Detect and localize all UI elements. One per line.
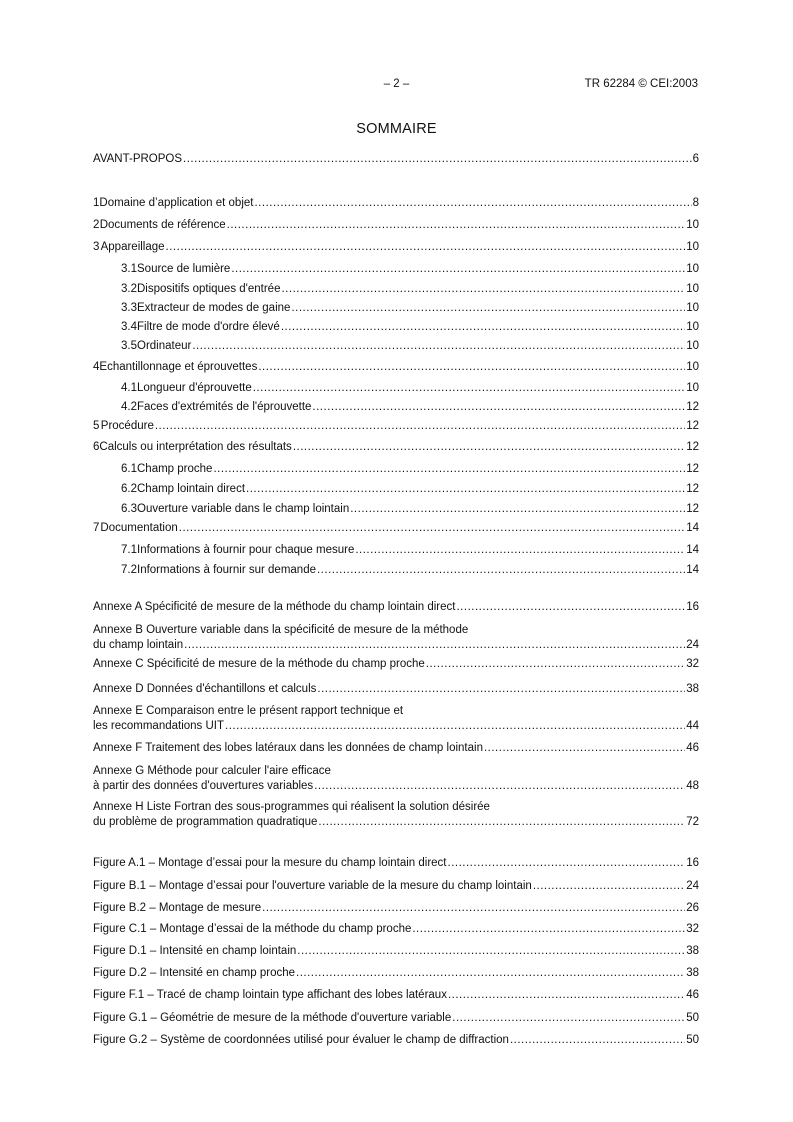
toc-number: 3.3: [121, 302, 137, 314]
toc-page: 12: [686, 420, 699, 432]
toc-row: [93, 816, 699, 829]
toc-row: [121, 483, 699, 496]
toc-number: 7.2: [121, 564, 137, 576]
toc-annex-first-line: Annexe H Liste Fortran des sous-programmes qui réalisent la solution désirée: [93, 801, 490, 813]
toc-leader: [318, 816, 685, 829]
toc-label: du champ lointain: [93, 639, 184, 651]
toc-row: [121, 401, 699, 414]
toc-leader: [246, 483, 685, 496]
toc-page: 10: [686, 263, 699, 275]
toc-page: 24: [686, 639, 699, 651]
toc-leader: [293, 441, 685, 454]
toc-row: [93, 720, 699, 733]
toc-section: [93, 420, 699, 433]
toc-label: Documents de référence: [99, 219, 226, 231]
toc-leader: [227, 219, 686, 232]
toc-leader: [166, 241, 686, 254]
toc-page: 10: [686, 361, 699, 373]
toc-label: Annexe A Spécificité de mesure de la méthode du champ lointain direct: [93, 601, 456, 613]
toc-figure: [93, 945, 699, 958]
toc-row: [93, 219, 699, 232]
toc-page: 46: [686, 989, 699, 1001]
toc-leader: [296, 967, 685, 980]
toc-label: Documentation: [100, 522, 178, 534]
toc-row: [121, 463, 699, 476]
toc-annex-first-line: Annexe G Méthode pour calculer l'aire efficace: [93, 765, 331, 777]
toc-row: [93, 923, 699, 936]
toc-row: [121, 263, 699, 276]
toc-row: [93, 601, 699, 614]
toc-annex: [93, 742, 699, 755]
page-number: – 2 –: [383, 78, 410, 90]
toc-page: 38: [686, 967, 699, 979]
toc-section: [93, 197, 699, 210]
toc-label: Dispositifs optiques d'entrée: [137, 283, 281, 295]
toc-row: [121, 544, 699, 557]
toc-row: [121, 340, 699, 353]
toc-number: 6.3: [121, 503, 137, 515]
toc-label: à partir des données d'ouvertures variables: [93, 780, 314, 792]
toc-subsection: [93, 463, 699, 476]
toc-subsection: [93, 283, 699, 296]
toc-leader: [456, 601, 685, 614]
toc-page: 48: [686, 780, 699, 792]
toc-leader: [297, 945, 685, 958]
toc-label: Annexe D Données d'échantillons et calculs: [93, 683, 317, 695]
toc-page: 10: [686, 321, 699, 333]
toc-foreword: [93, 153, 699, 166]
toc-page: 32: [686, 658, 699, 670]
toc-label: Figure D.1 – Intensité en champ lointain: [93, 945, 297, 957]
toc-leader: [452, 1012, 685, 1025]
toc-section: [93, 522, 699, 535]
toc-leader: [484, 742, 685, 755]
toc-label: Figure C.1 – Montage d’essai de la méthode du champ proche: [93, 923, 412, 935]
toc-label: Champ proche: [137, 463, 213, 475]
toc-leader: [510, 1034, 685, 1047]
toc-leader: [412, 923, 685, 936]
toc-row: [121, 503, 699, 516]
toc-page: 10: [686, 340, 699, 352]
toc-page: 10: [686, 302, 699, 314]
toc-subsection: [93, 321, 699, 334]
toc-row: [93, 945, 699, 958]
toc-number: 3.5: [121, 340, 137, 352]
toc-leader: [184, 639, 685, 652]
toc-page: 50: [686, 1012, 699, 1024]
toc-row: [93, 1034, 699, 1047]
toc-page: 6: [692, 153, 699, 165]
toc-number: 4: [93, 361, 100, 373]
toc-page: 14: [686, 544, 699, 556]
toc-annex: [93, 816, 699, 829]
toc-annex: [93, 720, 699, 733]
toc-figure: [93, 857, 699, 870]
toc-page: 38: [686, 683, 699, 695]
toc-row: [121, 302, 699, 315]
toc-label: Figure F.1 – Tracé de champ lointain type affichant des lobes latéraux: [93, 989, 447, 1001]
toc-page: 10: [686, 382, 699, 394]
toc-leader: [533, 880, 685, 893]
toc-number: 6.1: [121, 463, 137, 475]
toc-leader: [254, 197, 691, 210]
toc-page: 14: [686, 522, 699, 534]
toc-subsection: [93, 483, 699, 496]
toc-leader: [183, 153, 692, 166]
toc-number: 7.1: [121, 544, 137, 556]
toc-label: Informations à fournir sur demande: [137, 564, 316, 576]
toc-annex-first-line: Annexe E Comparaison entre le présent rapport technique et: [93, 705, 404, 717]
toc-number: 4.2: [121, 401, 137, 413]
toc-subsection: [93, 564, 699, 577]
toc-leader: [225, 720, 685, 733]
toc-row: [93, 441, 699, 454]
toc-label: Faces d'extrémités de l'éprouvette: [137, 401, 312, 413]
toc-row: [93, 361, 699, 374]
toc-number: 4.1: [121, 382, 137, 394]
toc-figure: [93, 1034, 699, 1047]
toc-page: 14: [686, 564, 699, 576]
toc-leader: [155, 420, 685, 433]
toc-number: 5: [93, 420, 100, 432]
page-title: SOMMAIRE: [356, 121, 437, 137]
toc-label: Source de lumière: [137, 263, 231, 275]
toc-section: [93, 219, 699, 232]
toc-row: [121, 382, 699, 395]
toc-page: 50: [686, 1034, 699, 1046]
toc-subsection: [93, 382, 699, 395]
toc-label: Figure B.1 – Montage d’essai pour l'ouverture variable de la mesure du champ lointain: [93, 880, 532, 892]
toc-row: [121, 321, 699, 334]
toc-page: 38: [686, 945, 699, 957]
toc-label: Procédure: [100, 420, 154, 432]
toc-leader: [213, 463, 685, 476]
toc-label: les recommandations UIT: [93, 720, 225, 732]
toc-subsection: [93, 263, 699, 276]
toc-label: Figure G.1 – Géométrie de mesure de la méthode d'ouverture variable: [93, 1012, 452, 1024]
toc-number: 3.1: [121, 263, 137, 275]
toc-leader: [262, 902, 685, 915]
toc-leader: [253, 382, 685, 395]
toc-page: 12: [686, 401, 699, 413]
toc-label: Appareillage: [100, 241, 165, 253]
toc-page: 24: [686, 880, 699, 892]
toc-row: [93, 658, 699, 671]
toc-label: Ouverture variable dans le champ lointain: [137, 503, 350, 515]
toc-leader: [291, 302, 685, 315]
toc-number: 2: [93, 219, 100, 231]
toc-label: Informations à fournir pour chaque mesure: [137, 544, 355, 556]
toc-label: Figure G.2 – Système de coordonnées utilisé pour évaluer le champ de diffraction: [93, 1034, 509, 1046]
toc-row: [93, 967, 699, 980]
toc-row: [93, 197, 699, 210]
toc-label: Domaine d’application et objet: [99, 197, 254, 209]
toc-row: [93, 639, 699, 652]
toc-figure: [93, 880, 699, 893]
toc-row: [93, 780, 699, 793]
toc-row: [93, 880, 699, 893]
toc-leader: [426, 658, 685, 671]
toc-row: [93, 241, 699, 254]
toc-annex-first-line: Annexe B Ouverture variable dans la spécificité de mesure de la méthode: [93, 624, 469, 636]
toc-number: 3: [93, 241, 100, 253]
toc-subsection: [93, 401, 699, 414]
toc-leader: [258, 361, 685, 374]
toc-leader: [317, 564, 685, 577]
toc-row: [93, 902, 699, 915]
toc-label: Figure A.1 – Montage d’essai pour la mesure du champ lointain direct: [93, 857, 447, 869]
toc-page: 16: [686, 857, 699, 869]
toc-figure: [93, 967, 699, 980]
toc-annex: [93, 683, 699, 696]
toc-page: 10: [686, 283, 699, 295]
toc-page: 46: [686, 742, 699, 754]
toc-row: [93, 857, 699, 870]
toc-page: 12: [686, 503, 699, 515]
toc-label: Filtre de mode d'ordre élevé: [137, 321, 280, 333]
toc-number: 1: [93, 197, 100, 209]
toc-leader: [281, 321, 685, 334]
toc-figure: [93, 1012, 699, 1025]
toc-page: 12: [686, 463, 699, 475]
toc-leader: [312, 401, 685, 414]
toc-leader: [448, 989, 685, 1002]
toc-leader: [448, 857, 686, 870]
toc-section: [93, 241, 699, 254]
toc-row: [121, 564, 699, 577]
toc-number: 3.2: [121, 283, 137, 295]
document-reference: TR 62284 © CEI:2003: [584, 78, 698, 90]
toc-figure: [93, 923, 699, 936]
toc-subsection: [93, 302, 699, 315]
toc-leader: [179, 522, 685, 535]
toc-page: 44: [686, 720, 699, 732]
toc-leader: [231, 263, 685, 276]
toc-label: Annexe F Traitement des lobes latéraux dans les données de champ lointain: [93, 742, 483, 754]
toc-label: Echantillonnage et éprouvettes: [99, 361, 258, 373]
toc-figure: [93, 989, 699, 1002]
toc-page: 12: [686, 441, 699, 453]
toc-row: [93, 153, 699, 166]
toc-row: [93, 1012, 699, 1025]
toc-annex: [93, 780, 699, 793]
toc-subsection: [93, 340, 699, 353]
toc-section: [93, 361, 699, 374]
toc-row: [121, 283, 699, 296]
toc-page: 10: [686, 219, 699, 231]
toc-page: 8: [692, 197, 699, 209]
toc-page: 72: [686, 816, 699, 828]
toc-row: [93, 420, 699, 433]
toc-label: Annexe C Spécificité de mesure de la méthode du champ proche: [93, 658, 425, 670]
toc-number: 6.2: [121, 483, 137, 495]
toc-page: 10: [686, 241, 699, 253]
toc-label: Calculs ou interprétation des résultats: [99, 441, 292, 453]
toc-subsection: [93, 544, 699, 557]
toc-number: 7: [93, 522, 100, 534]
toc-leader: [317, 683, 685, 696]
toc-row: [93, 989, 699, 1002]
toc-number: 3.4: [121, 321, 137, 333]
toc-label: AVANT-PROPOS: [93, 153, 183, 165]
toc-leader: [314, 780, 685, 793]
toc-label: du problème de programmation quadratique: [93, 816, 318, 828]
toc-label: Longueur d'éprouvette: [137, 382, 252, 394]
toc-label: Figure B.2 – Montage de mesure: [93, 902, 262, 914]
toc-figure: [93, 902, 699, 915]
toc-subsection: [93, 503, 699, 516]
toc-annex: [93, 601, 699, 614]
toc-label: Ordinateur: [137, 340, 192, 352]
toc-label: Champ lointain direct: [137, 483, 246, 495]
toc-page: 32: [686, 923, 699, 935]
toc-label: Figure D.2 – Intensité en champ proche: [93, 967, 296, 979]
toc-leader: [281, 283, 685, 296]
toc-page: 12: [686, 483, 699, 495]
toc-row: [93, 742, 699, 755]
toc-leader: [350, 503, 685, 516]
toc-annex: [93, 658, 699, 671]
toc-page: 26: [686, 902, 699, 914]
toc-section: [93, 441, 699, 454]
toc-number: 6: [93, 441, 100, 453]
toc-label: Extracteur de modes de gaine: [137, 302, 291, 314]
toc-row: [93, 683, 699, 696]
toc-leader: [192, 340, 685, 353]
toc-leader: [355, 544, 685, 557]
toc-page: 16: [686, 601, 699, 613]
toc-annex: [93, 639, 699, 652]
toc-row: [93, 522, 699, 535]
